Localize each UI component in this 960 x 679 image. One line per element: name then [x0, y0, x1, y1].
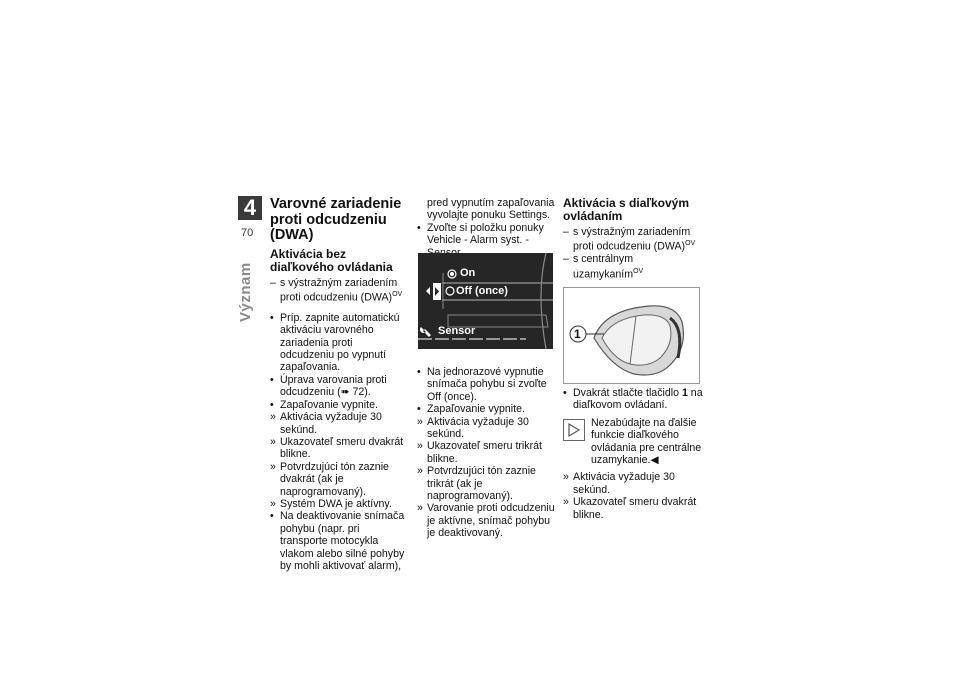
menu-option-off-once: Off (once) — [456, 285, 508, 297]
chapter-number: 4 — [238, 196, 262, 220]
result-item: » Systém DWA je aktívny. — [270, 497, 392, 510]
result-item: » Ukazovateľ smeru trikrát blikne. — [417, 440, 542, 465]
bullet-item: • Dvakrát stlačte tlačidlo 1 na diaľkovom ovládaní. — [563, 387, 703, 412]
remote-key-image — [563, 287, 700, 384]
column-3 — [563, 197, 703, 301]
menu-title-sensor: Sensor — [438, 325, 476, 337]
column-3-lower — [563, 387, 703, 521]
result-item: » Potvrdzujúci tón zaznie trikrát (ak je naprogramovaný). — [417, 465, 536, 503]
page-number: 70 — [241, 227, 254, 239]
callout-1: 1 — [574, 327, 581, 341]
result-item: » Potvrdzujúci tón zaznie dvakrát (ak je naprogramovaný). — [270, 460, 389, 498]
requirement: – s výstražným zariadením proti odcudzeniu (DWA)$^{OV}$ — [563, 226, 696, 253]
info-triangle-icon — [563, 419, 585, 441]
requirement: – s centrálnym uzamykaním$^{OV}$ — [563, 253, 644, 281]
side-label: Význam — [237, 262, 254, 322]
note-block — [563, 417, 703, 467]
result-item: » Aktivácia vyžaduje 30 sekúnd. — [270, 411, 382, 436]
result-item: » Aktivácia vyžaduje 30 sekúnd. — [563, 471, 675, 496]
bullet-item: • Zvoľte si položku ponuky Vehicle - Alarm syst. - — [417, 221, 544, 247]
bullet-item: • Na jednorazové vypnutie snímača pohybu si zvoľte Off (once). — [417, 366, 547, 403]
section-title: Varovné zariadenie proti odcudzeniu (DWA) — [270, 196, 402, 243]
menu-option-on: On — [460, 267, 476, 279]
bullet-item: • Príp. zapnite automatickú aktiváciu varovného zariadenia proti odcudzeniu po vypnutí zapaľovania. — [270, 311, 400, 374]
bullet-item: • Úprava varovania proti odcudzeniu (➠ 72). — [270, 373, 387, 399]
note-text: Nezabúdajte na ďalšie funkcie diaľkového ovládania pre centrálne uzamykanie.◀ — [591, 416, 702, 467]
bullet-item: • Zapaľovanie vypnite. — [270, 398, 378, 411]
column-2-lower — [417, 366, 555, 540]
bullet-item: • Zapaľovanie vypnite. — [417, 403, 525, 416]
column-1 — [270, 197, 408, 572]
column-2 — [417, 197, 555, 259]
tft-menu-screen — [418, 253, 553, 349]
continued-text: pred vypnutím zapaľovania vyvolajte ponuku Settings. — [427, 197, 555, 222]
requirement: – s výstražným zariadením proti odcudzeniu (DWA)$^{OV}$ — [270, 276, 403, 304]
bullet-item: • Na deaktivovanie snímača pohybu (napr. pri transporte motocykla vlakom alebo silné pohyby by mohli aktivovať alarm), — [270, 510, 405, 572]
remote-key-graphic — [564, 288, 699, 383]
result-item: » Aktivácia vyžaduje 30 sekúnd. — [417, 415, 529, 441]
result-item: » Ukazovateľ smeru dvakrát blikne. — [270, 435, 404, 461]
result-item: » Varovanie proti odcudzeniu je aktívne, snímač pohybu je deaktivovaný. — [417, 502, 555, 540]
section-subtitle: Aktivácia bez diaľkového ovládania — [270, 246, 393, 274]
result-item: » Ukazovateľ smeru dvakrát blikne. — [563, 496, 697, 521]
section-title: Aktivácia s diaľkovým ovládaním — [563, 196, 690, 223]
